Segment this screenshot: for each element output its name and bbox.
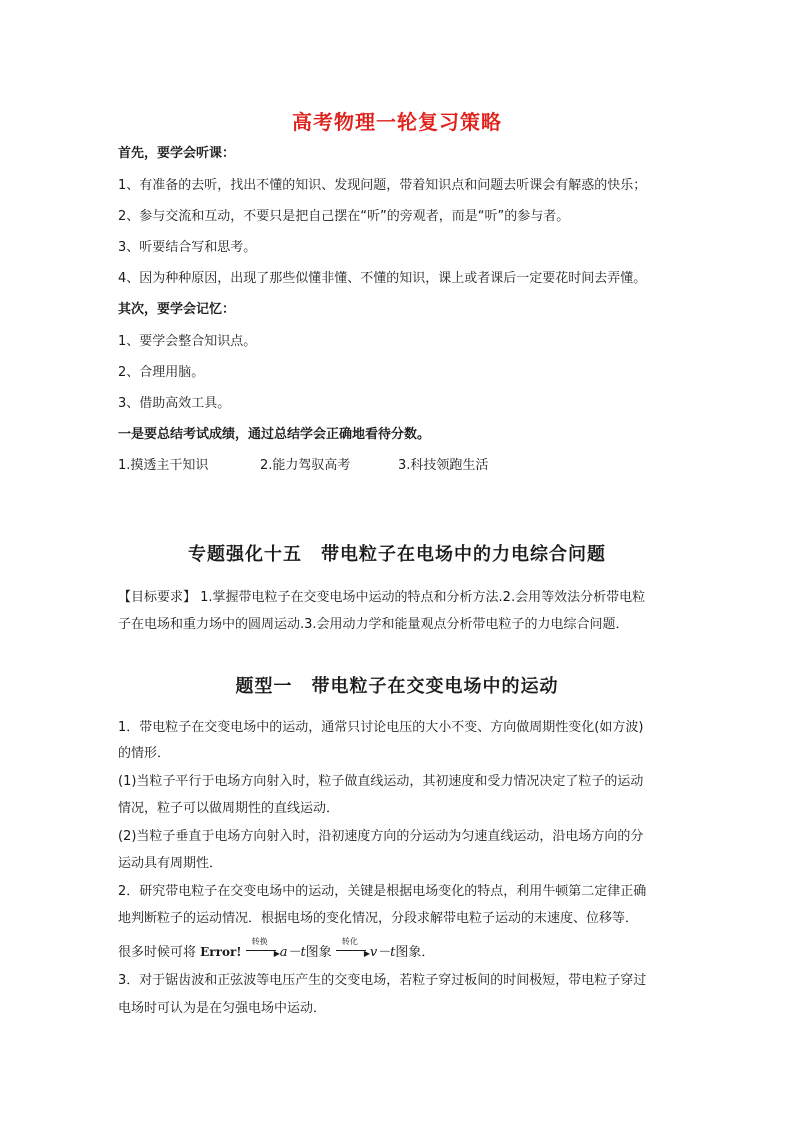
- topic-title: 专题强化十五 带电粒子在电场中的力电综合问题: [188, 544, 606, 565]
- goal-line-1: 【目标要求】 1.掌握带电粒子在交变电场中运动的特点和分析方法.2.会用等效法分析带电粒: [118, 590, 646, 605]
- graph-1-math: a－t: [279, 945, 306, 960]
- arrow-right-icon: 转化 ▶: [336, 942, 370, 958]
- body-line-5: (2)当粒子垂直于电场方向射入时，沿初速度方向的分运动为匀速直线运动，沿电场方向的分: [118, 829, 644, 844]
- body-line-10: 电场时可认为是在匀强电场中运动．: [118, 1001, 327, 1016]
- listen-item-3: 3、听要结合写和思考。: [118, 240, 257, 255]
- memory-item-1: 1、要学会整合知识点。: [118, 334, 257, 349]
- body-line-2: 的情形．: [118, 746, 171, 761]
- type1-title: 题型一 带电粒子在交变电场中的运动: [235, 676, 559, 697]
- listen-item-2: 2、参与交流和互动，不要只是把自己摆在“听”的旁观者，而是“听”的参与者。: [118, 209, 570, 224]
- body-line-7: 2．研究带电粒子在交变电场中的运动，关键是根据电场变化的特点，利用牛顿第二定律正确: [118, 884, 647, 899]
- arrow-2-label: 转化: [341, 937, 358, 946]
- body-line-6: 运动具有周期性．: [118, 856, 223, 871]
- formula-line: [118, 937, 684, 961]
- memory-item-3: 3、借助高效工具。: [118, 396, 231, 411]
- arrow-1-label: 转换: [251, 937, 268, 946]
- graph-1-suffix: 图象: [305, 945, 332, 960]
- goal-line-2: 子在电场和重力场中的圆周运动.3.会用动力学和能量观点分析带电粒子的力电综合问题．: [118, 617, 629, 632]
- listen-item-1: 1、有准备的去听，找出不懂的知识、发现问题，带着知识点和问题去听课会有解惑的快乐；: [118, 178, 647, 193]
- body-line-4: 情况，粒子可以做周期性的直线运动．: [118, 801, 340, 816]
- body-line-8: 地判断粒子的运动情况．根据电场的变化情况，分段求解带电粒子运动的末速度、位移等．: [118, 911, 639, 926]
- graph-2-suffix: 图象．: [395, 945, 435, 960]
- summary-item-2: 2.能力驾驭高考: [260, 458, 351, 473]
- body-line-1: 1．带电粒子在交变电场中的运动，通常只讨论电压的大小不变、方向做周期性变化(如方波): [118, 720, 644, 735]
- formula-prefix: 很多时候可将: [118, 945, 197, 960]
- body-line-3: (1)当粒子平行于电场方向射入时，粒子做直线运动，其初速度和受力情况决定了粒子的运动: [118, 774, 644, 789]
- graph-2-math: v－t: [369, 945, 396, 960]
- arrow-right-icon: 转换 ▶: [246, 942, 280, 958]
- listen-heading: 首先，要学会听课：: [118, 146, 236, 161]
- formula-error: Error!: [200, 945, 242, 959]
- summary-item-3: 3.科技领跑生活: [398, 458, 489, 473]
- strategy-title: 高考物理一轮复习策略: [292, 110, 502, 134]
- memory-heading: 其次，要学会记忆：: [118, 302, 236, 317]
- summary-items: [118, 458, 488, 474]
- memory-item-2: 2、合理用脑。: [118, 365, 205, 380]
- body-line-9: 3．对于锯齿波和正弦波等电压产生的交变电场，若粒子穿过板间的时间极短，带电粒子穿过: [118, 973, 647, 988]
- summary-item-1: 1.摸透主干知识: [118, 458, 209, 473]
- listen-item-4: 4、因为种种原因，出现了那些似懂非懂、不懂的知识，课上或者课后一定要花时间去弄懂。: [118, 271, 647, 286]
- summary-heading: 一是要总结考试成绩，通过总结学会正确地看待分数。: [118, 427, 431, 442]
